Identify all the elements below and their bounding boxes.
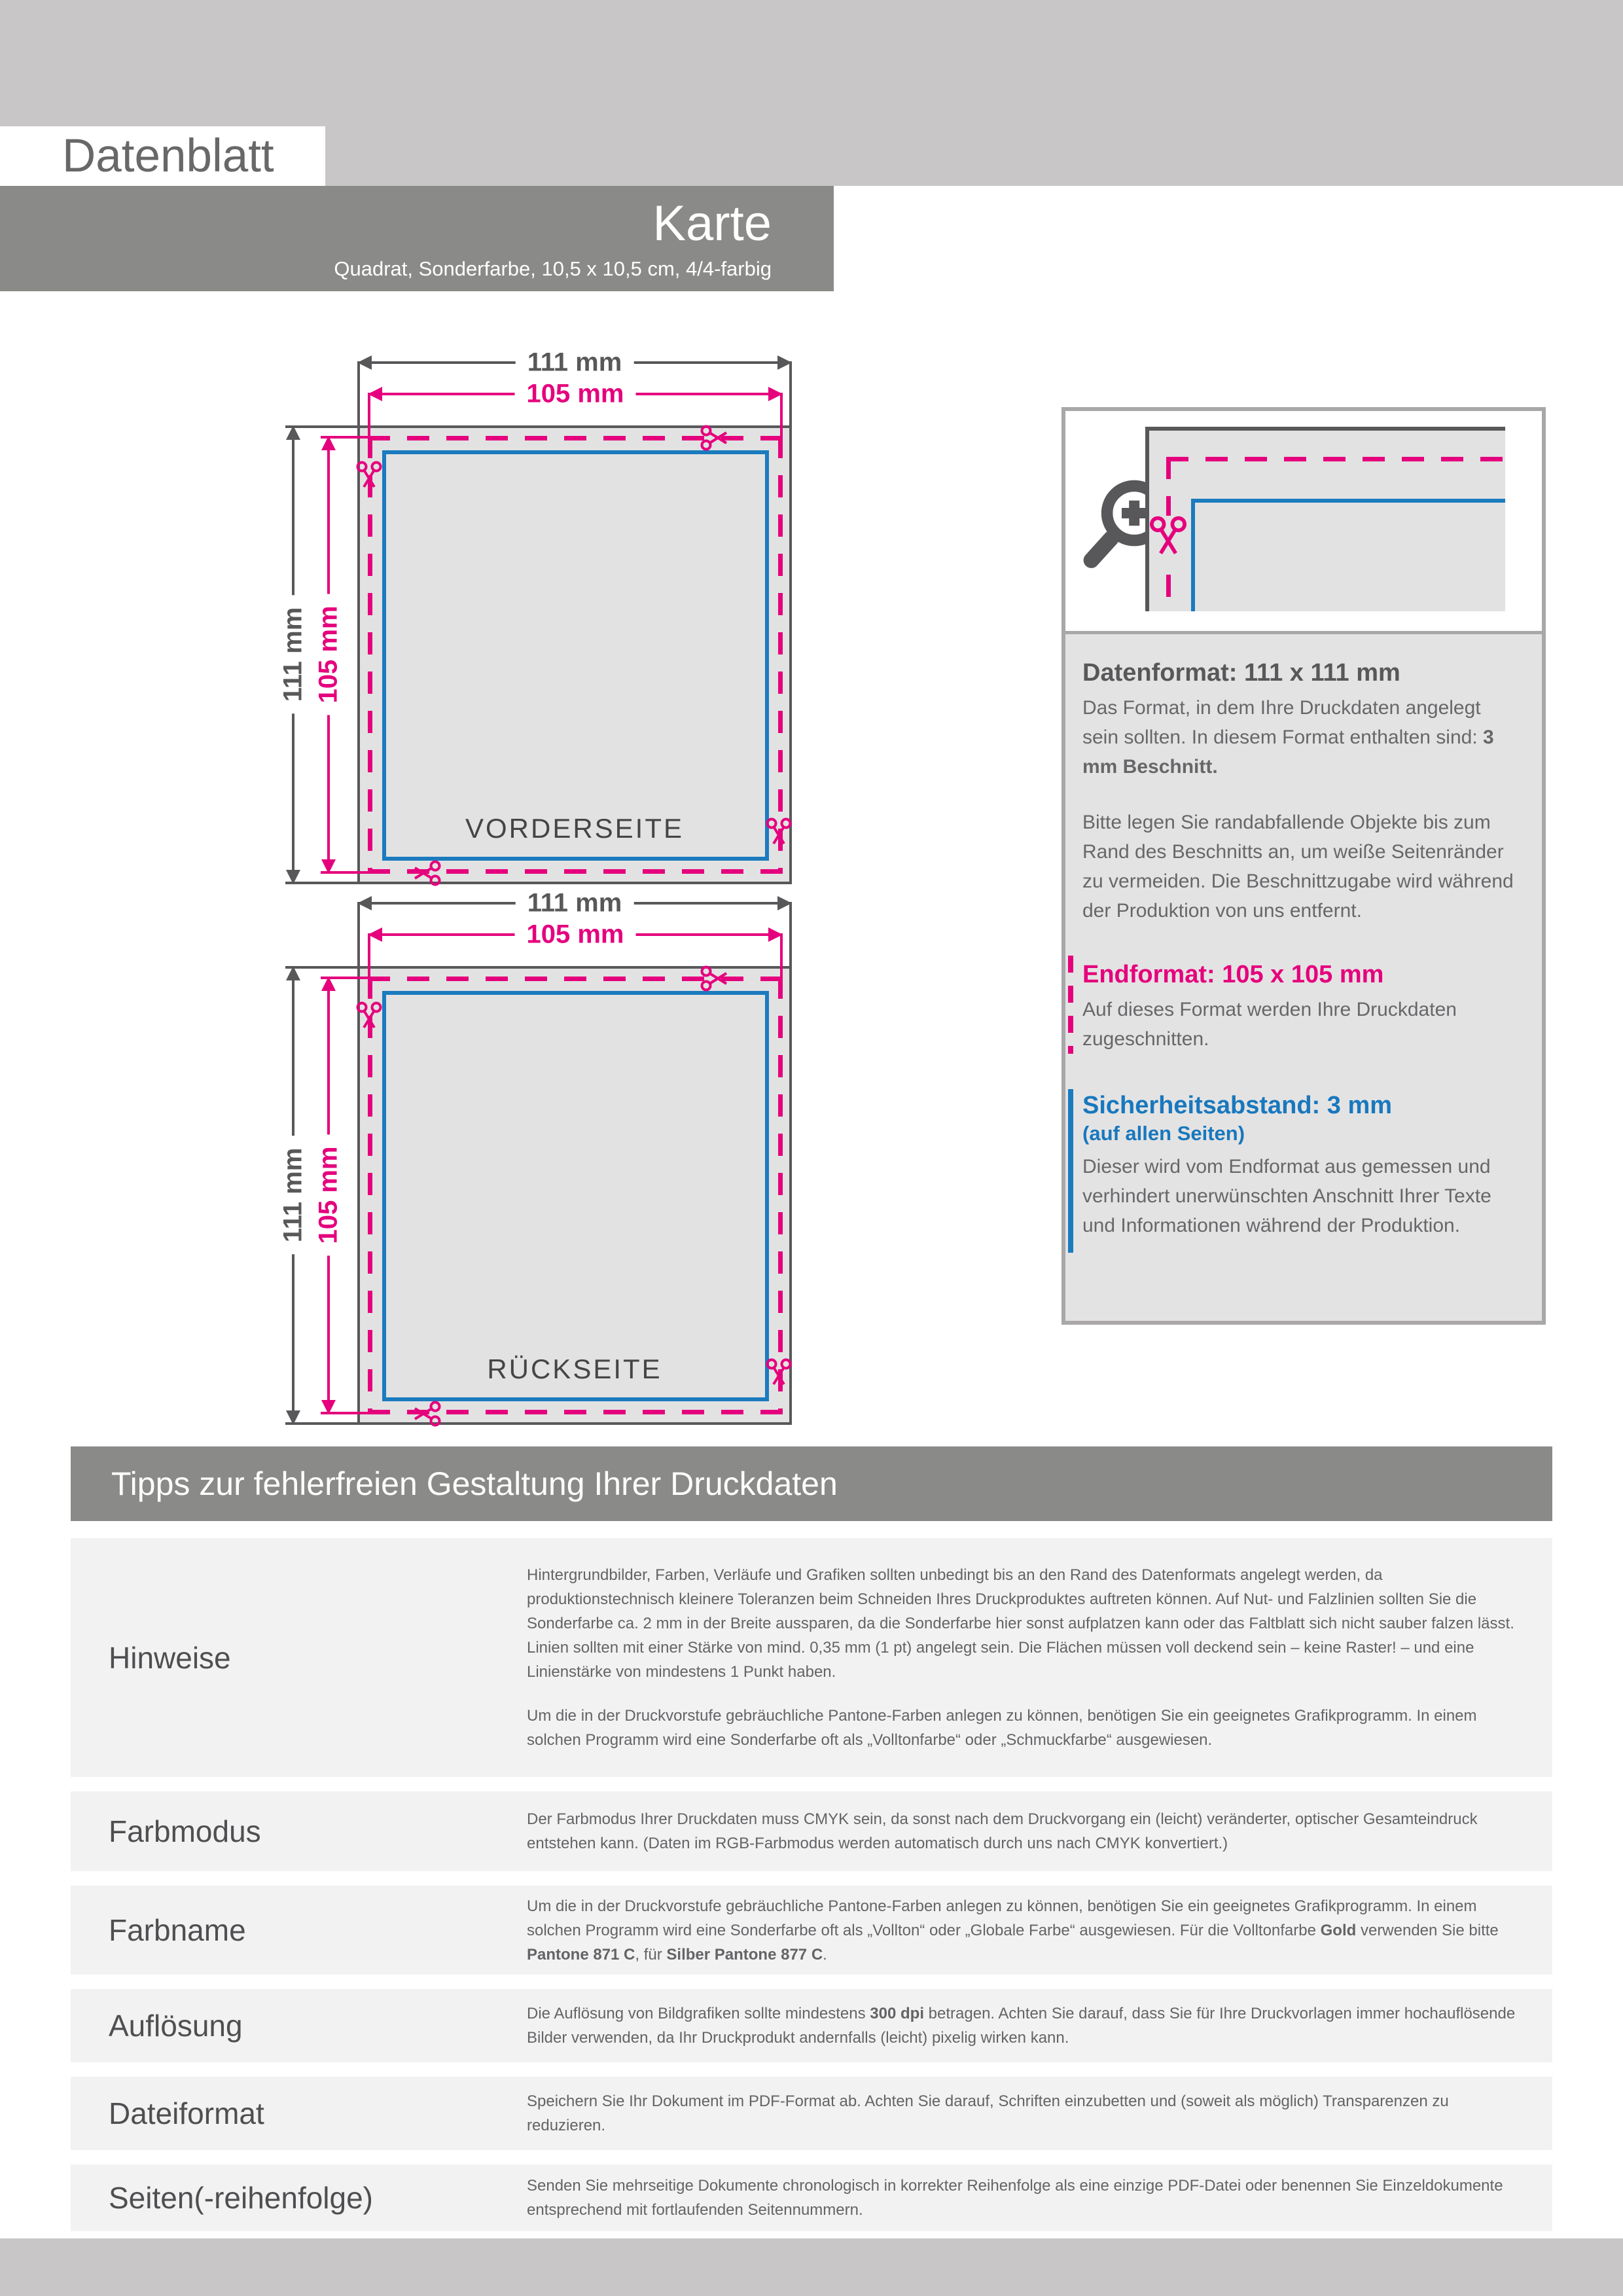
row-text — [527, 1538, 1552, 1777]
endformat-body: Auf dieses Format werden Ihre Druckdaten zugeschnitten. — [1082, 999, 1457, 1050]
table-row-aufloesung — [71, 1989, 1552, 2062]
product-title-band — [0, 186, 834, 291]
datenformat-body: Das Format, in dem Ihre Druckdaten angelegt sein sollten. In diesem Format enthalten sind: 3 mm Beschnitt. — [1082, 697, 1494, 778]
table-row-dateiformat — [71, 2077, 1552, 2150]
outer-width-label: 111 mm — [516, 348, 634, 378]
extension-line — [285, 1422, 357, 1425]
row-text — [527, 2077, 1552, 2150]
table-row-farbmodus — [71, 1791, 1552, 1871]
row-text — [527, 1791, 1552, 1871]
row-label: Hinweise — [109, 1640, 231, 1675]
sicherheitsabstand-heading: Sicherheitsabstand: 3 mm — [1082, 1092, 1393, 1119]
row-label: Seiten(-reihenfolge) — [109, 2181, 374, 2215]
endformat-heading: Endformat: 105 x 105 mm — [1082, 961, 1384, 988]
scissors-icon — [354, 1001, 384, 1031]
bottom-silver-band — [0, 2238, 1623, 2296]
diagram-back — [249, 888, 838, 1441]
row-paragraph: Senden Sie mehrseitige Dokumente chronologisch in korrekter Reihenfolge als eine einzige PDF-Datei oder benennen Sie Einzeldokumente entsprechend mit fortlaufenden Seitennummern. — [527, 2177, 1503, 2219]
product-subtitle: Quadrat, Sonderfarbe, 10,5 x 10,5 cm, 4/4-farbig — [334, 257, 772, 280]
scissors-icon — [700, 963, 730, 994]
extension-line — [321, 436, 368, 439]
tips-heading-band — [71, 1446, 1552, 1521]
datenformat-heading: Datenformat: 111 x 111 mm — [1082, 659, 1400, 687]
row-text — [527, 1989, 1552, 2062]
sicherheitsabstand-section — [1082, 1090, 1516, 1240]
row-paragraph: Um die in der Druckvorstufe gebräuchliche Pantone-Farben anlegen zu können, benötigen Sie ein geeignetes Grafikprogramm. In einem solchen Programm wird eine Sonderfarbe oft als „Volltonfarbe“ oder „Schmuckfarbe“ ausgewiesen. — [527, 1707, 1477, 1749]
datenformat-body2: Bitte legen Sie randabfallende Objekte bis zum Rand des Beschnitts an, um weiße Seitenränder zu vermeiden. Die Beschnittzugabe wird während der Produktion von uns entfernt. — [1082, 812, 1514, 922]
sicherheitsabstand-body: Dieser wird vom Endformat aus gemessen und verhindert unerwünschten Anschnitt Ihrer Texte und Informationen während der Produktion. — [1082, 1156, 1491, 1236]
row-text — [527, 1886, 1552, 1975]
diagram-front — [249, 348, 838, 900]
cut-line-right — [778, 436, 783, 874]
endformat-section — [1082, 960, 1516, 1054]
table-row-hinweise — [71, 1538, 1552, 1777]
extension-line — [357, 364, 360, 425]
extension-line — [285, 882, 357, 884]
safety-margin-rect — [382, 450, 769, 861]
scissors-icon — [1147, 516, 1190, 559]
outer-height-label: 111 mm — [279, 596, 308, 714]
extension-line — [368, 936, 370, 977]
sicherheitsabstand-subheading: (auf allen Seiten) — [1082, 1122, 1245, 1145]
datenformat-section — [1082, 658, 1516, 925]
cut-line-right — [778, 977, 783, 1414]
extension-line — [321, 871, 368, 874]
zoom-detail-illustration — [1065, 411, 1542, 631]
scissors-icon — [354, 461, 384, 491]
row-paragraph: Der Farbmodus Ihrer Druckdaten muss CMYK sein, da sonst nach dem Druckvorgang ein (leicht) veränderter, optischer Gesamteindruck entstehen kann. (Daten im RGB-Farbmodus werden automatisch durch uns nach CMYK konvertiert.) — [527, 1810, 1478, 1852]
extension-line — [780, 395, 783, 436]
sheet-label: Datenblatt — [62, 130, 274, 182]
table-row-seitenreihenfolge — [71, 2164, 1552, 2231]
extension-line — [368, 395, 370, 436]
tips-heading: Tipps zur fehlerfreien Gestaltung Ihrer Druckdaten — [111, 1465, 838, 1502]
row-text — [527, 2164, 1552, 2231]
trim-width-label: 105 mm — [515, 380, 636, 409]
scissors-icon — [700, 423, 730, 453]
row-paragraph: Hintergrundbilder, Farben, Verläufe und Grafiken sollten unbedingt bis an den Rand des Datenformats angelegt werden, da produktionstechnisch kleinere Toleranzen beim Schneiden Ihres Druckproduktes auftreten können. Auf Nut- und Falzlinien sollten Sie die Sonderfarbe ca. 2 mm in der Breite aussparen, da die Sonderfarbe hier sonst aufplatzen kann oder das Faltblatt sich nicht sauber falzen lässt. Linien sollten mit einer Stärke von mind. 0,35 mm (1 pt) angelegt sein. Die Flächen müssen voll deckend sein – keine Raster! – und eine Linienstärke von mindestens 1 Punkt haben. — [527, 1566, 1514, 1681]
extension-line — [285, 425, 357, 428]
extension-line — [357, 905, 360, 966]
front-side-label: VORDERSEITE — [465, 813, 685, 844]
format-descriptions — [1065, 631, 1542, 1321]
safety-margin-rect — [382, 991, 769, 1401]
row-label: Farbmodus — [109, 1814, 261, 1848]
format-info-panel — [1061, 407, 1546, 1325]
extension-line — [285, 966, 357, 969]
outer-width-label: 111 mm — [516, 889, 634, 918]
sheet-label-box — [0, 126, 325, 186]
trim-height-label: 105 mm — [314, 594, 344, 715]
cut-line-accent — [1068, 956, 1073, 1054]
row-paragraph: Speichern Sie Ihr Dokument im PDF-Format ab. Achten Sie darauf, Schriften einzubetten und (soweit als möglich) Transparenzen zu reduzieren. — [527, 2092, 1449, 2134]
row-label: Auflösung — [109, 2009, 243, 2043]
row-label: Dateiformat — [109, 2096, 264, 2130]
outer-height-label: 111 mm — [279, 1136, 308, 1255]
scissors-icon — [411, 1399, 441, 1429]
extension-line — [789, 364, 792, 425]
scissors-icon — [411, 858, 441, 888]
row-paragraph: Die Auflösung von Bildgrafiken sollte mindestens 300 dpi betragen. Achten Sie darauf, dass Sie für Ihre Druckvorlagen immer hochauflösende Bilder verwenden, da Ihr Druckprodukt andernfalls (leicht) pixelig wirken kann. — [527, 2005, 1516, 2047]
extension-line — [789, 905, 792, 966]
card-corner-detail — [1145, 427, 1505, 611]
cut-line-left — [368, 436, 372, 874]
trim-height-label: 105 mm — [314, 1135, 344, 1256]
extension-line — [780, 936, 783, 977]
row-label: Farbname — [109, 1913, 246, 1947]
back-side-label: RÜCKSEITE — [487, 1354, 662, 1384]
cut-line-left — [368, 977, 372, 1414]
cut-line-detail — [1166, 457, 1505, 461]
table-row-farbname — [71, 1886, 1552, 1975]
row-paragraph: Um die in der Druckvorstufe gebräuchliche Pantone-Farben anlegen zu können, benötigen Sie ein geeignetes Grafikprogramm. In einem solchen Programm wird eine Sonderfarbe oft als „Vollton“ oder „Globale Farbe“ ausgewiesen. Für die Volltonfarbe Gold verwenden Sie bitte Pantone 871 C, für Silber Pantone 877 C. — [527, 1897, 1499, 1964]
product-title: Karte — [652, 195, 772, 251]
extension-line — [321, 1412, 368, 1414]
extension-line — [321, 977, 368, 979]
trim-width-label: 105 mm — [515, 920, 636, 950]
safety-line-detail — [1191, 499, 1505, 611]
safety-line-accent — [1068, 1089, 1073, 1253]
